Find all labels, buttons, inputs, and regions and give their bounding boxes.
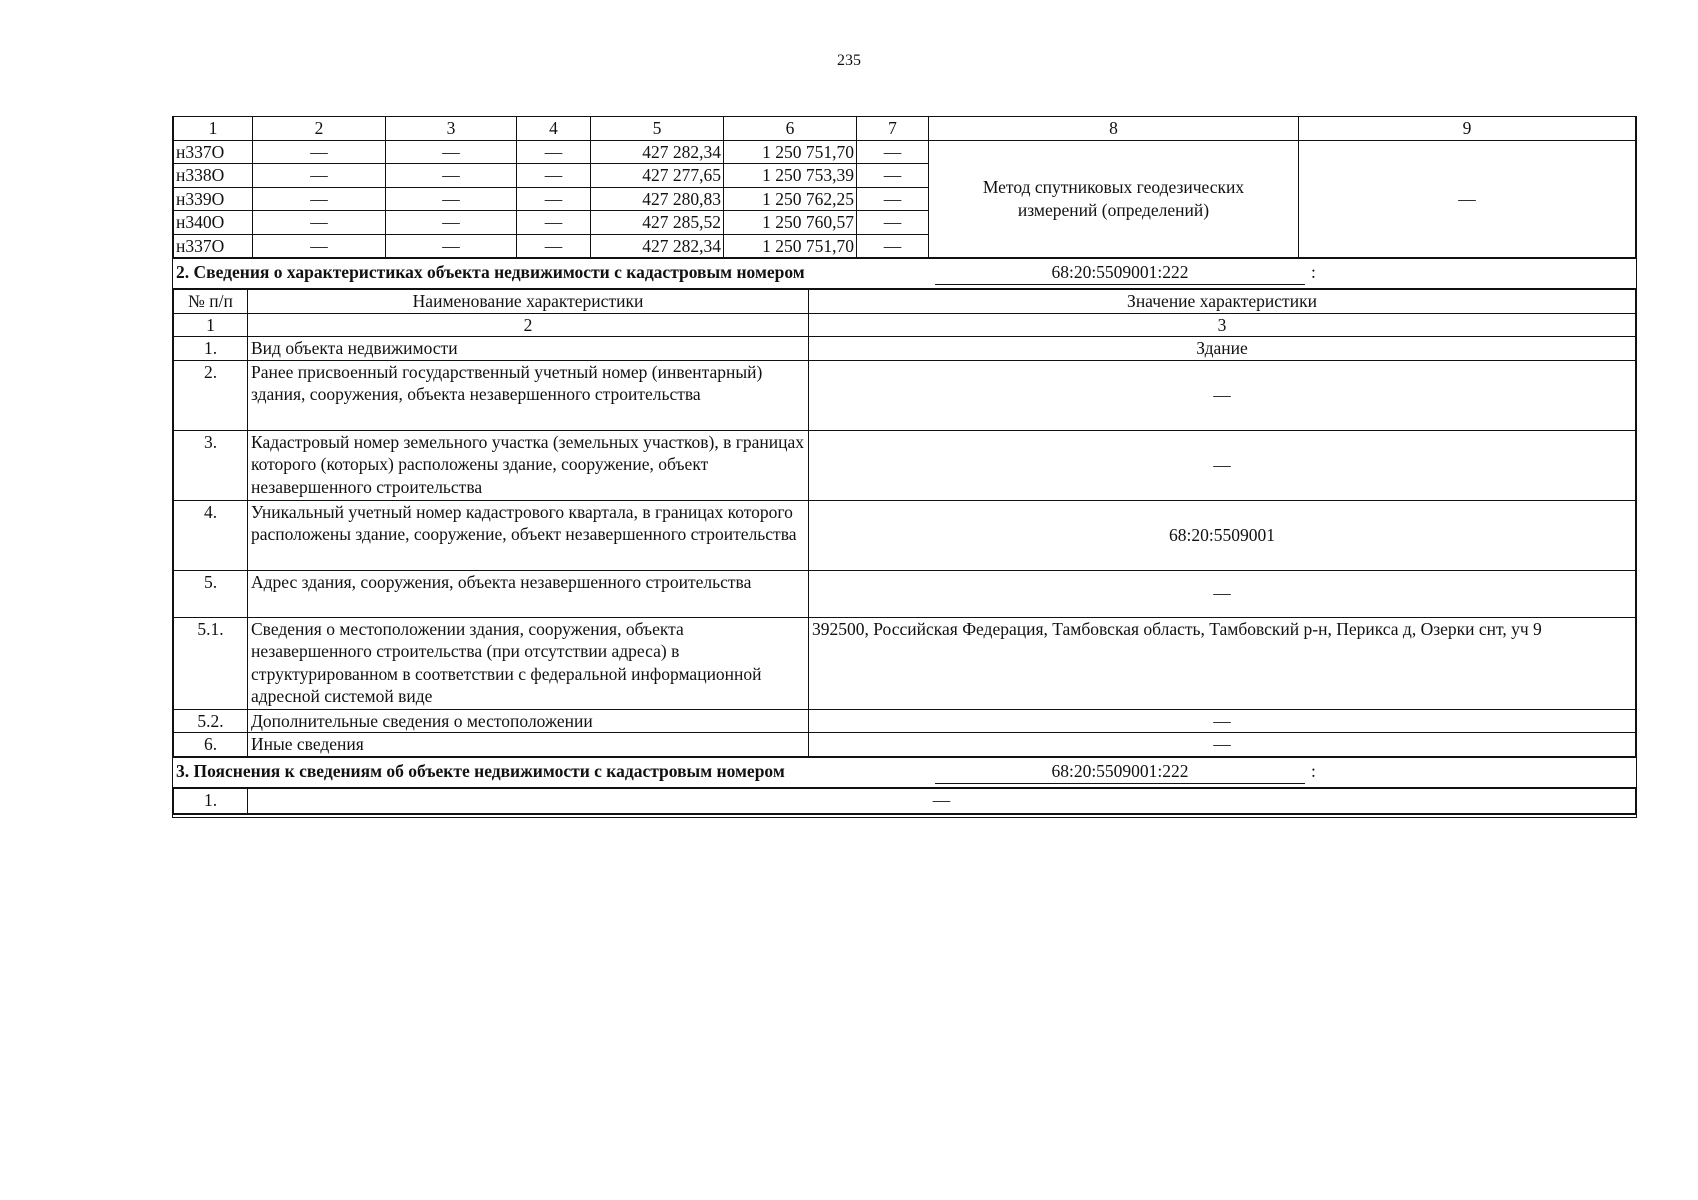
col-header: 8: [929, 117, 1299, 141]
row-number: 1.: [174, 337, 248, 361]
coord-y: 1 250 762,25: [724, 187, 857, 211]
col-header: 1: [174, 117, 253, 141]
table-cell: —: [857, 234, 929, 258]
characteristics-table: [173, 289, 1636, 757]
table-cell: —: [253, 187, 386, 211]
row-number: 6.: [174, 733, 248, 757]
chars-numbering-row: [174, 313, 1636, 337]
table-cell: —: [386, 187, 517, 211]
characteristic-name: Кадастровый номер земельного участка (земельных участков), в границах которого (которых) расположены здание, сооружение, объект незавершенного строительства: [248, 430, 809, 500]
characteristic-value: 392500, Российская Федерация, Тамбовская область, Тамбовский р-н, Перикса д, Озерки снт, уч 9: [809, 617, 1636, 709]
section-3-colon: :: [1311, 760, 1316, 781]
table-cell: —: [386, 164, 517, 188]
table-cell: —: [253, 140, 386, 164]
characteristic-name: Сведения о местоположении здания, сооружения, объекта незавершенного строительства (при отсутствии адреса) в структурированном в соответствии с федеральной информационной адресной системой виде: [248, 617, 809, 709]
coords-header-row: [174, 117, 1636, 141]
table-cell: —: [517, 187, 591, 211]
point-name: н340О: [174, 211, 253, 235]
section-2-cadastral-number: 68:20:5509001:222: [935, 260, 1305, 285]
col-header: 4: [517, 117, 591, 141]
page-number: 235: [837, 52, 861, 69]
col-header: 9: [1299, 117, 1636, 141]
col-header: 5: [591, 117, 724, 141]
numbering-cell: 3: [809, 313, 1636, 337]
numbering-cell: 1: [174, 313, 248, 337]
table-row: [174, 337, 1636, 361]
section-2-header: [173, 258, 1636, 289]
table-cell: —: [857, 164, 929, 188]
bottom-border: [173, 814, 1636, 818]
coordinates-table: [173, 116, 1636, 258]
table-cell: —: [386, 211, 517, 235]
table-row: [174, 570, 1636, 617]
section-2-title: 2. Сведения о характеристиках объекта недвижимости с кадастровым номером: [176, 262, 805, 282]
table-cell: —: [857, 211, 929, 235]
col-header-number: № п/п: [174, 290, 248, 314]
coord-x: 427 285,52: [591, 211, 724, 235]
table-cell: —: [386, 234, 517, 258]
section-2-colon: :: [1311, 262, 1316, 282]
characteristic-value: —: [809, 360, 1636, 430]
coord-y: 1 250 753,39: [724, 164, 857, 188]
row-number: 1.: [174, 788, 248, 813]
point-name: н337О: [174, 234, 253, 258]
row-number: 5.2.: [174, 709, 248, 733]
col-header-name: Наименование характеристики: [248, 290, 809, 314]
characteristic-value: Здание: [809, 337, 1636, 361]
table-row: [174, 500, 1636, 570]
table-cell: —: [517, 140, 591, 164]
col-header: 7: [857, 117, 929, 141]
characteristic-value: —: [809, 733, 1636, 757]
row-number: 5.: [174, 570, 248, 617]
characteristic-name: Вид объекта недвижимости: [248, 337, 809, 361]
row-number: 2.: [174, 360, 248, 430]
point-name: н339О: [174, 187, 253, 211]
col-header: 2: [253, 117, 386, 141]
table-row: [174, 709, 1636, 733]
notes-table: [173, 788, 1636, 814]
table-row: [174, 617, 1636, 709]
coord-x: 427 280,83: [591, 187, 724, 211]
section-3-title: 3. Пояснения к сведениям об объекте недвижимости с кадастровым номером: [176, 760, 785, 781]
characteristic-value: —: [809, 430, 1636, 500]
numbering-cell: 2: [248, 313, 809, 337]
col9-cell: —: [1299, 140, 1636, 258]
coord-y: 1 250 760,57: [724, 211, 857, 235]
row-number: 4.: [174, 500, 248, 570]
coord-x: 427 282,34: [591, 234, 724, 258]
characteristic-name: Ранее присвоенный государственный учетный номер (инвентарный) здания, сооружения, объекта незавершенного строительства: [248, 360, 809, 430]
table-cell: —: [253, 211, 386, 235]
section-3-cadastral-number: 68:20:5509001:222: [935, 759, 1305, 784]
table-cell: —: [517, 164, 591, 188]
table-row: [174, 733, 1636, 757]
table-row: [174, 430, 1636, 500]
coord-x: 427 282,34: [591, 140, 724, 164]
col-header: 3: [386, 117, 517, 141]
table-cell: —: [517, 234, 591, 258]
col-header-value: Значение характеристики: [809, 290, 1636, 314]
characteristic-name: Иные сведения: [248, 733, 809, 757]
characteristic-value: 68:20:5509001: [809, 500, 1636, 570]
row-number: 3.: [174, 430, 248, 500]
cadastral-document: [172, 116, 1637, 818]
coord-y: 1 250 751,70: [724, 140, 857, 164]
table-cell: —: [857, 187, 929, 211]
point-name: н338О: [174, 164, 253, 188]
table-cell: —: [857, 140, 929, 164]
table-cell: —: [517, 211, 591, 235]
table-cell: —: [253, 164, 386, 188]
point-name: н337О: [174, 140, 253, 164]
table-row: [174, 788, 1636, 813]
method-cell: Метод спутниковых геодезических измерений (определений): [929, 140, 1299, 258]
table-cell: —: [386, 140, 517, 164]
table-row: [174, 360, 1636, 430]
table-cell: —: [253, 234, 386, 258]
row-number: 5.1.: [174, 617, 248, 709]
characteristic-name: Уникальный учетный номер кадастрового квартала, в границах которого расположены здание, сооружение, объект незавершенного строительства: [248, 500, 809, 570]
characteristic-value: —: [809, 570, 1636, 617]
note-value: —: [248, 788, 1636, 813]
col-header: 6: [724, 117, 857, 141]
characteristic-name: Дополнительные сведения о местоположении: [248, 709, 809, 733]
chars-header-row: [174, 290, 1636, 314]
characteristic-value: —: [809, 709, 1636, 733]
coord-x: 427 277,65: [591, 164, 724, 188]
table-row: [174, 140, 1636, 164]
section-3-header: [173, 757, 1636, 788]
characteristic-name: Адрес здания, сооружения, объекта незавершенного строительства: [248, 570, 809, 617]
coord-y: 1 250 751,70: [724, 234, 857, 258]
